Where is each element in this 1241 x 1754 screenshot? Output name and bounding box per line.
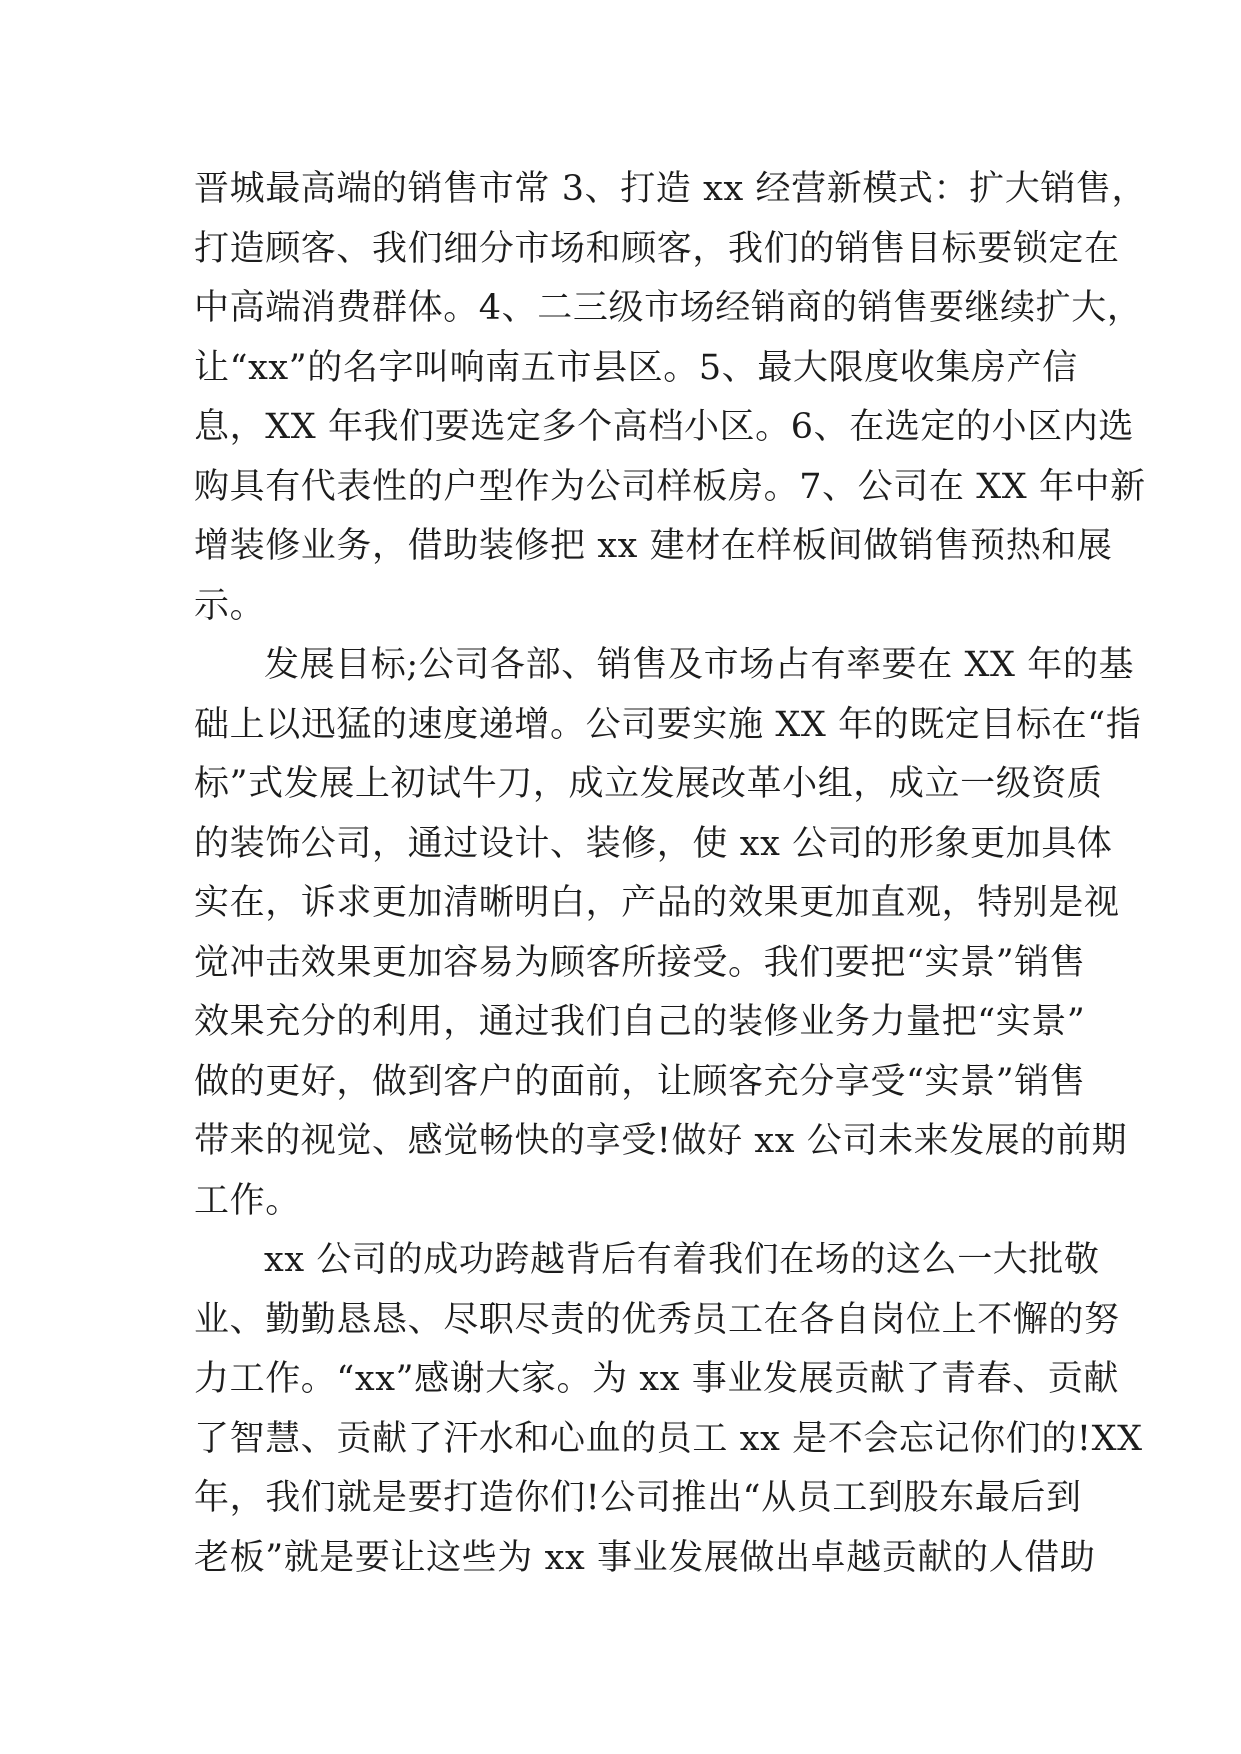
- text-line: 购具有代表性的户型作为公司样板房。7、公司在 XX 年中新: [194, 466, 1146, 507]
- text-line: 增装修业务，借助装修把 xx 建材在样板间做销售预热和展: [194, 526, 1113, 566]
- text-line: 业、勤勤恳恳、尽职尽责的优秀员工在各自岗位上不懈的努: [194, 1299, 1120, 1340]
- text-line: 中高端消费群体。4、二三级市场经销商的销售要继续扩大，: [194, 288, 1143, 328]
- text-line: xx 公司的成功跨越背后有着我们在场的这么一大批敬: [264, 1240, 1100, 1280]
- body-text: [194, 160, 1148, 1588]
- text-line: 年，我们就是要打造你们!公司推出“从员工到股东最后到: [194, 1478, 1082, 1518]
- text-line: 实在，诉求更加清晰明白，产品的效果更加直观，特别是视: [194, 883, 1120, 923]
- text-line: 晋城最高端的销售市常 3、打造 xx 经营新模式：扩大销售，: [194, 169, 1148, 209]
- text-line: 做的更好，做到客户的面前，让顾客充分享受“实景”销售: [194, 1061, 1086, 1102]
- text-line: 让“xx”的名字叫响南五市县区。5、最大限度收集房产信: [194, 347, 1078, 388]
- text-line: 了智慧、贡献了汗水和心血的员工 xx 是不会忘记你们的!XX: [194, 1418, 1143, 1459]
- text-line: 发展目标;公司各部、销售及市场占有率要在 XX 年的基: [264, 645, 1135, 685]
- text-line: 力工作。“xx”感谢大家。为 xx 事业发展贡献了青春、贡献: [194, 1359, 1119, 1399]
- text-line: 带来的视觉、感觉畅快的享受!做好 xx 公司未来发展的前期: [194, 1121, 1128, 1161]
- text-line: 示。: [194, 585, 266, 626]
- text-line: 觉冲击效果更加容易为顾客所接受。我们要把“实景”销售: [194, 942, 1086, 983]
- text-line: 息，XX 年我们要选定多个高档小区。6、在选定的小区内选: [194, 407, 1135, 447]
- text-line: 的装饰公司，通过设计、装修，使 xx 公司的形象更加具体: [194, 823, 1113, 864]
- text-line: 标”式发展上初试牛刀，成立发展改革小组，成立一级资质: [194, 764, 1103, 804]
- text-line: 础上以迅猛的速度递增。公司要实施 XX 年的既定目标在“指: [194, 704, 1142, 745]
- text-line: 打造顾客、我们细分市场和顾客，我们的销售目标要锁定在: [194, 228, 1120, 269]
- text-line: 老板”就是要让这些为 xx 事业发展做出卓越贡献的人借助: [194, 1537, 1096, 1578]
- text-line: 效果充分的利用，通过我们自己的装修业务力量把“实景”: [194, 1002, 1086, 1042]
- text-line: 工作。: [194, 1180, 301, 1221]
